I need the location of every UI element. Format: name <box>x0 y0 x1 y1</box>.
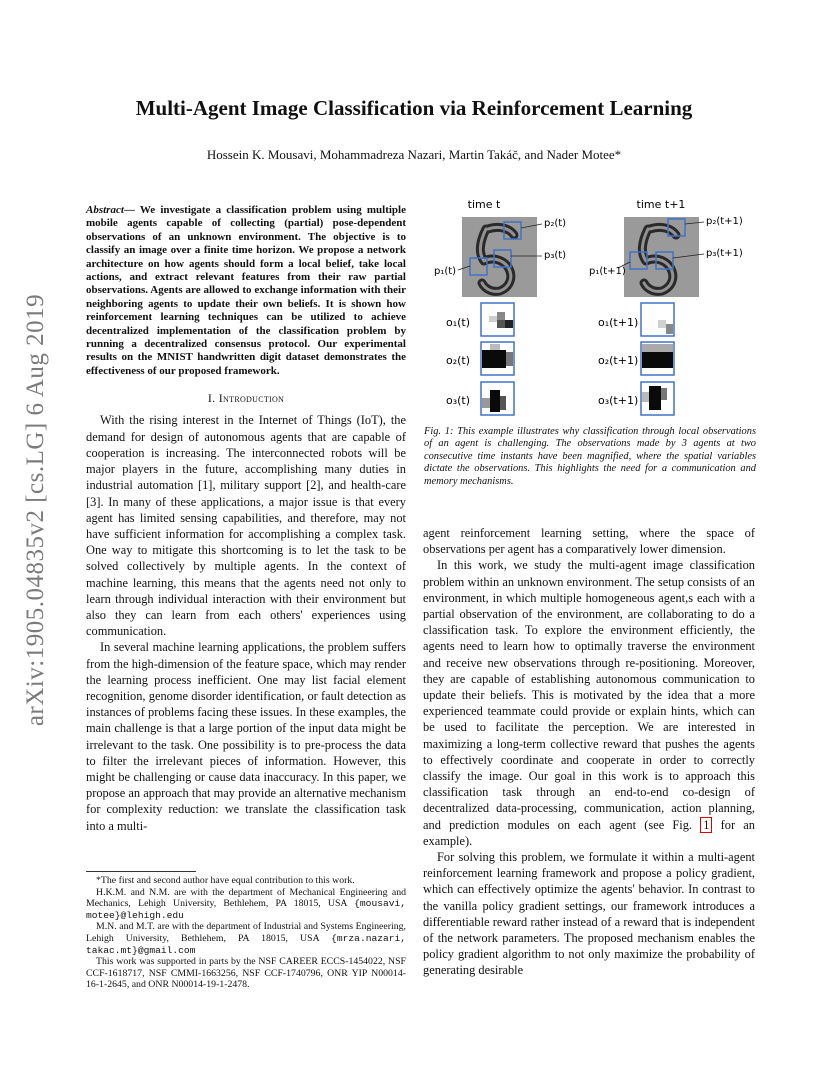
label-o2-t: o₂(t) <box>446 354 471 367</box>
figure-caption: Fig. 1: This example illustrates why classification through local observations of an agent is challenging. The observations made by 3 agents at two consecutive time instants have been magnified, where the spatial variables dictate the observations. This highlights the need for a communication and memory mechanisms. <box>424 426 756 487</box>
observation-o1-t <box>481 303 514 336</box>
right-column <box>423 525 755 979</box>
figure-1 <box>424 192 756 428</box>
observation-o3-t <box>481 382 514 415</box>
footnote-rule <box>86 871 196 872</box>
left-column <box>86 204 406 834</box>
label-p3-t1: p₃(t+1) <box>706 248 743 259</box>
intro-paragraph-1: With the rising interest in the Internet of Things (IoT), the demand for design of autonomous agents that are capable of cooperation is increasing. The interconnected robots will be major players in the future, accomplishing many duties in industrial automation [1], military support [2], and health-care [3]. In many of these applications, a major issue is that every agent has limited sensing capabilities, and therefore, may not have sufficient information for accomplishing a complex task. One way to mitigate this shortcoming is to let the task to be solved collectively by multiple agents. In the context of machine learning, this means that the agents need not only to learn through individual interaction with their environment but also they can learn from each others' experiences using communication. <box>86 413 406 639</box>
right-paragraph-1: agent reinforcement learning setting, where the space of observations per agent has a comparatively lower dimension. <box>423 526 755 557</box>
footnote-mn: M.N. and M.T. are with the department of Industrial and Systems Engineering, Lehigh University, Bethlehem, PA 18015, USA {mrza.nazari, takac.mt}@gmail.com <box>86 921 406 956</box>
abstract <box>86 204 406 378</box>
abstract-text: — We investigate a classification problem using multiple mobile agents capable of collecting (partial) pose-dependent observations of an unknown environment. The objective is to classify an image over a finite time horizon. We propose a network architecture on how agents should form a local belief, take local actions, and extract relevant features from their raw partial observations. Agents are allowed to exchange information with their neighboring agents to update their own beliefs. It is shown how reinforcement learning techniques can be utilized to achieve decentralized implementation of the classification problem by running a decentralized consensus protocol. Our experimental results on the MNIST handwritten digit dataset demonstrates the effectiveness of our proposed framework. <box>86 204 406 377</box>
label-p2-t1: p₂(t+1) <box>706 216 743 227</box>
intro-paragraph-2: In several machine learning applications, the problem suffers from the high-dimension of the feature space, which may render the learning process inefficient. One may list facial element recognition, genome disorder identification, or fault detection as instances of problems facing these issues. In these examples, the main challenge is that a large portion of the input data might be irrelevant to the task. One possibility is to pre-process the data to filter the irrelevant pieces of information. However, this might be challenging or cause data inaccuracy. In this paper, we propose an approach that may provide an alternative mechanism for complexity reduction: we translate the classification task into a multi- <box>86 640 406 833</box>
label-time-t: time t <box>467 198 501 211</box>
figure-reference-link[interactable]: 1 <box>700 817 712 833</box>
environment-image-t1 <box>618 217 704 297</box>
author-list: Hossein K. Mousavi, Mohammadreza Nazari, Martin Takáč, and Nader Motee* <box>206 147 622 162</box>
label-o1-t: o₁(t) <box>446 316 471 329</box>
right-paragraph-2: In this work, we study the multi-agent image classification problem within an unknown environment. The setup consists of an environment, in which multiple homogeneous agent,s each with a partial observation of the environment, are collaborating to do a classification task. To explore the environment efficiently, the agents need to learn how to optimally traverse the environment and receive new observations through re-positioning. Moreover, they are capable of establishing autonomous communication to update their beliefs. This is motivated by the idea that a more experienced teammate could provide or explain hints, which can be used to facilitate the perception. We are interested in maximizing a long-term collective reward that pushes the agents to effectively coordinate and cooperate in order to correctly classify the image. Our goal in this work is to approach this classification task through an end-to-end co-design of decentralized data-processing, communication, action planning, and prediction modules on each agent (see Fig. 1 for an example). <box>423 558 755 848</box>
observation-o1-t1 <box>641 303 674 336</box>
label-p2-t: p₂(t) <box>544 218 567 229</box>
observation-o2-t1 <box>641 342 674 375</box>
arxiv-stamp: arXiv:1905.04835v2 [cs.LG] 6 Aug 2019 <box>22 293 49 727</box>
observation-o3-t1 <box>641 382 674 415</box>
observation-o2-t <box>481 342 514 375</box>
email-mn: {mrza.nazari, takac.mt}@gmail.com <box>86 932 406 956</box>
label-p1-t1: p₁(t+1) <box>589 266 626 277</box>
paper-title: Multi-Agent Image Classification via Reinforcement Learning <box>135 96 693 120</box>
footnotes <box>86 871 406 991</box>
footnote-equal: *The first and second author have equal contribution to this work. <box>96 875 355 886</box>
right-paragraph-3: For solving this problem, we formulate it within a multi-agent reinforcement learning framework and propose a policy gradient, which can effectively optimize the agents' behavior. In contrast to the vanilla policy gradient settings, our framework introduces a differentiable reward rather instead of a reward that is independent of the network parameters. The proposed mechanism enables the policy gradient algorithm to not only maximize the probability of generating desirable <box>423 850 755 978</box>
footnote-funding: This work was supported in parts by the NSF CAREER ECCS-1454022, NSF CCF-1618717, NSF CMMI-1663256, NSF CCF-1740796, ONR YIP N00014-16-1-2645, and ONR N00014-19-1-2478. <box>86 956 406 991</box>
abstract-label: Abstract <box>86 204 124 216</box>
label-o3-t: o₃(t) <box>446 394 471 407</box>
label-p3-t: p₃(t) <box>544 250 567 261</box>
section-heading: I. Introduction <box>207 391 285 406</box>
label-o3-t1: o₃(t+1) <box>598 394 639 407</box>
email-hkm: {mousavi, motee}@lehigh.edu <box>86 898 406 921</box>
label-p1-t: p₁(t) <box>434 266 457 277</box>
label-o1-t1: o₁(t+1) <box>598 316 639 329</box>
label-time-t1: time t+1 <box>636 198 686 211</box>
environment-image-t <box>458 217 542 297</box>
label-o2-t1: o₂(t+1) <box>598 354 639 367</box>
footnote-hkm: H.K.M. and N.M. are with the department of Mechanical Engineering and Mechanics, Lehigh University, Bethlehem, PA 18015, USA {mousavi, motee}@lehigh.edu <box>86 886 406 921</box>
